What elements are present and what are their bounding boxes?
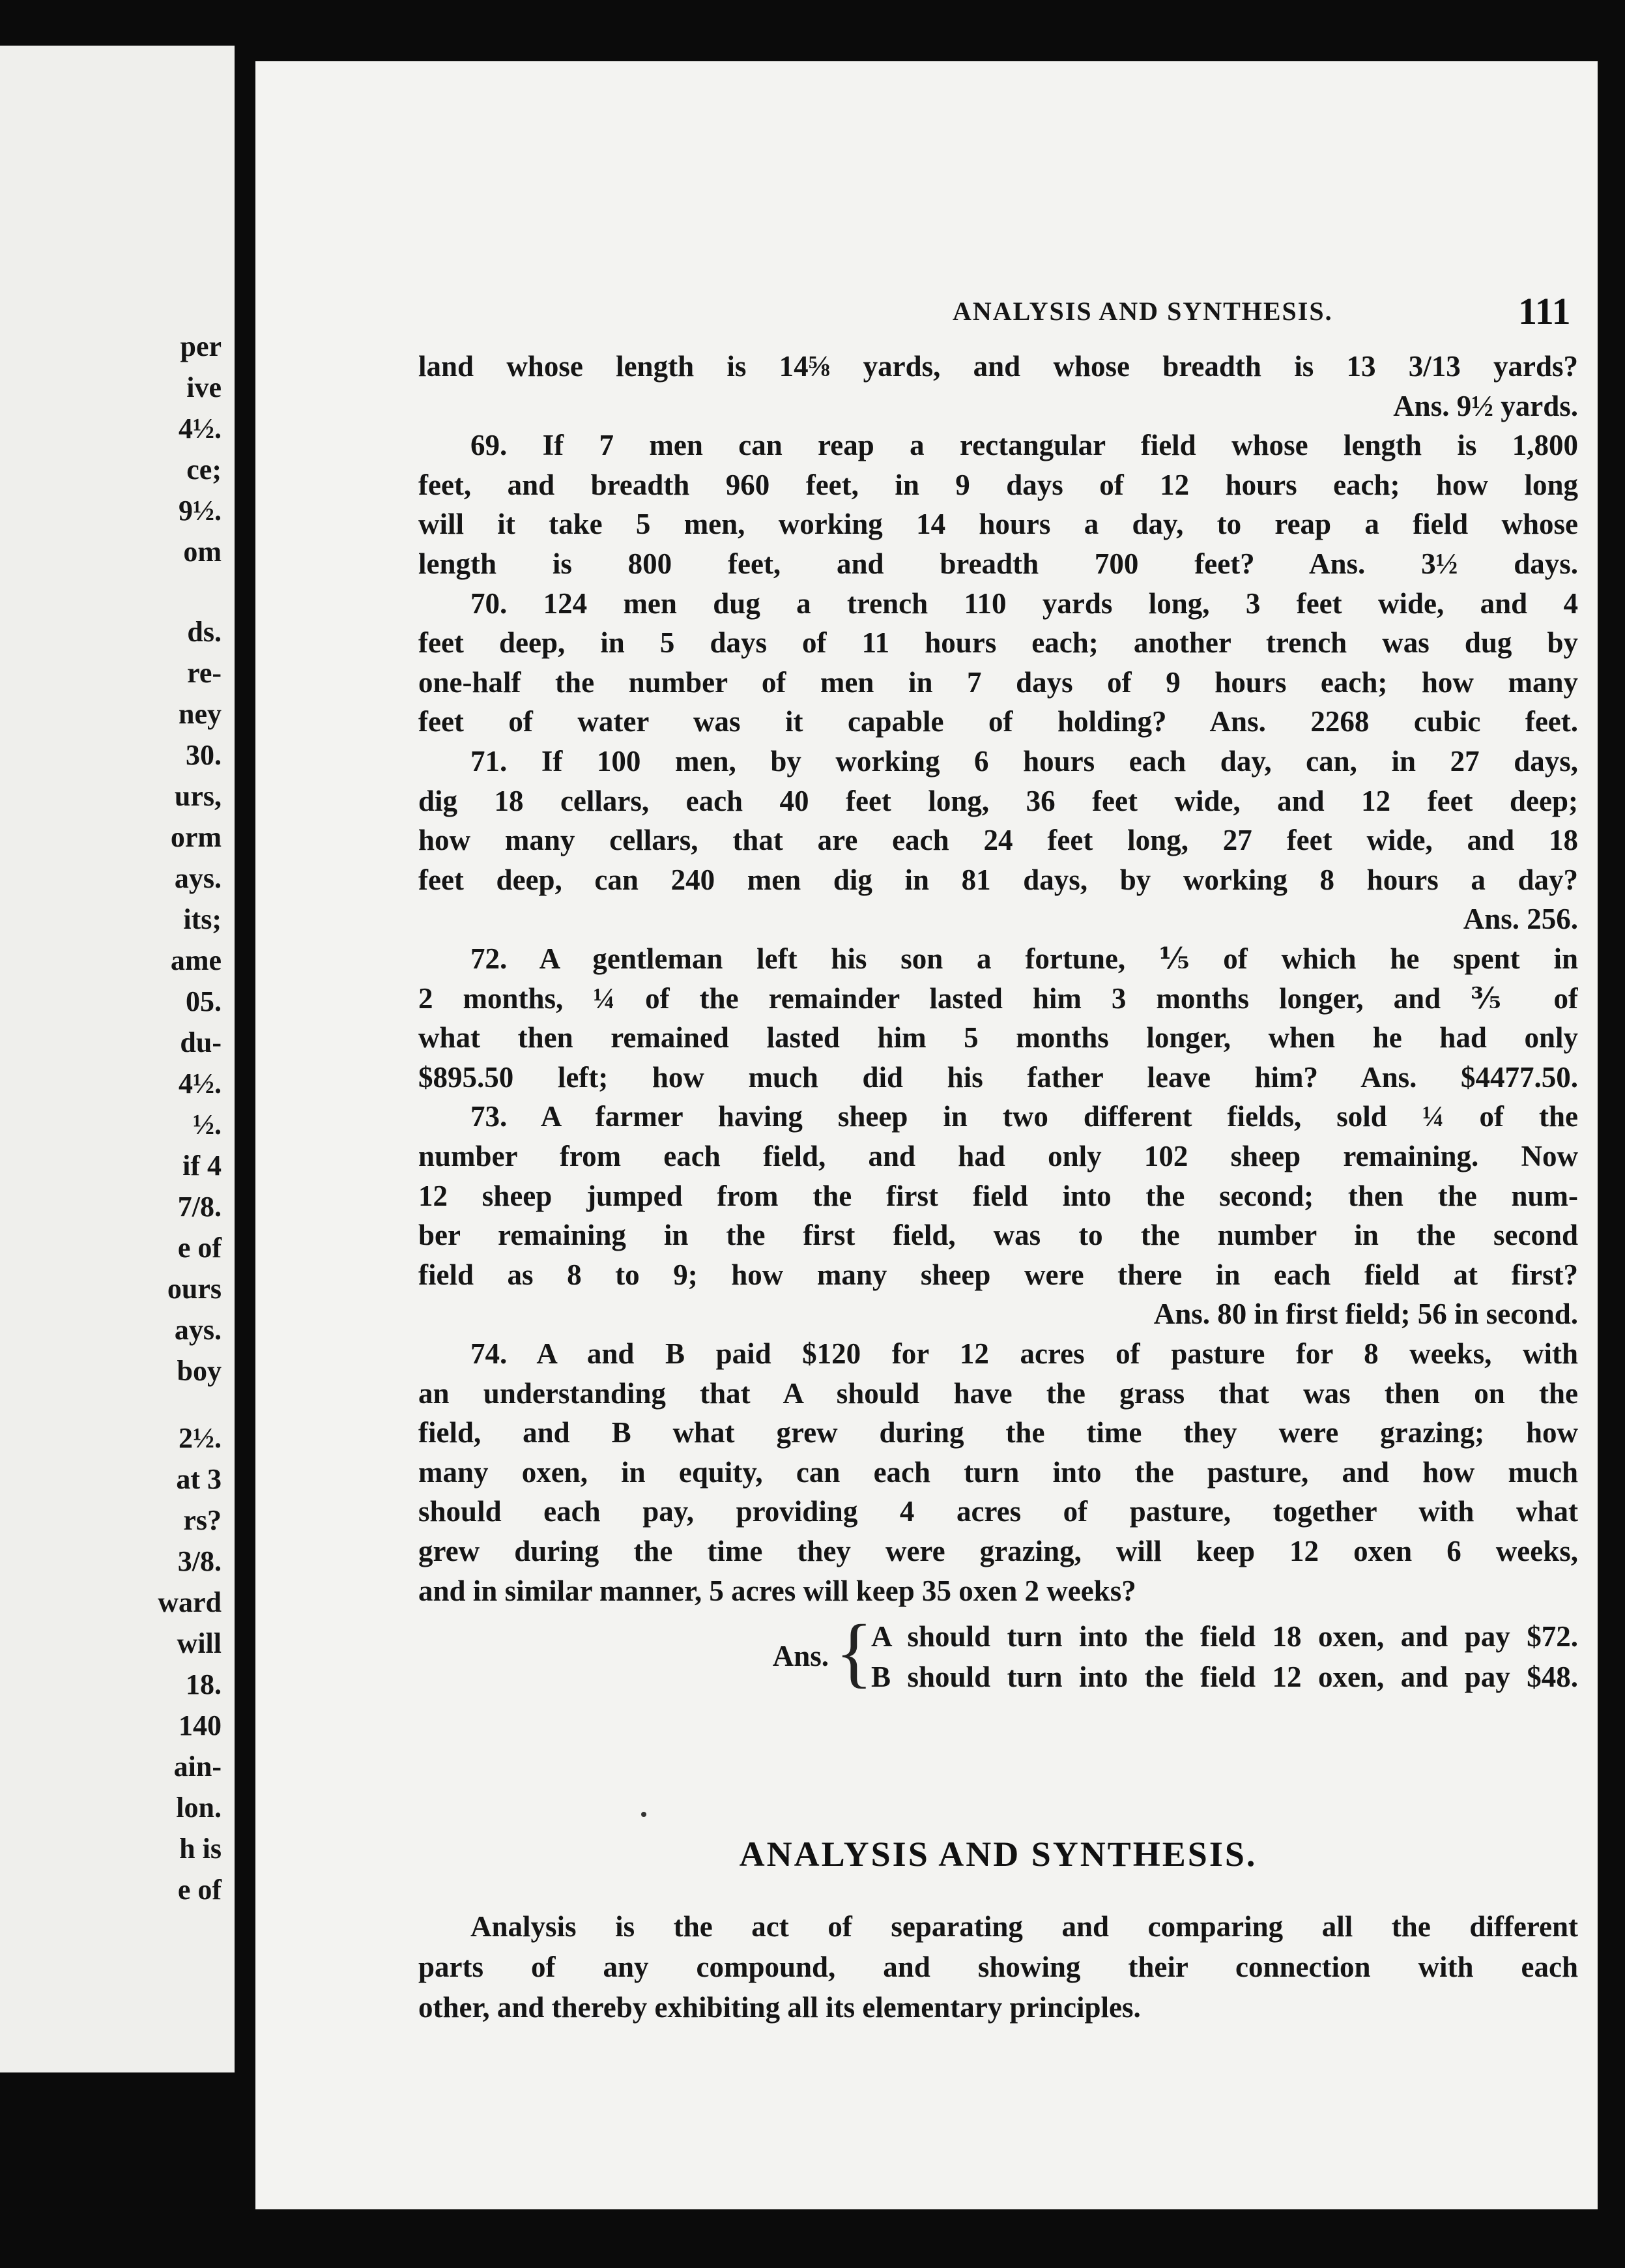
left-page-line: 4½. <box>179 413 222 444</box>
left-page-line: ame <box>170 944 222 976</box>
page-number: 111 <box>1518 290 1571 332</box>
answer-line-a: A should turn into the field 18 oxen, and pay $72. <box>871 1620 1578 1653</box>
left-page-line: at 3 <box>176 1463 222 1495</box>
book-page <box>255 61 1598 2209</box>
text-line: grew during the time they were grazing, will keep 12 oxen 6 weeks, <box>418 1535 1578 1567</box>
left-page-line: du- <box>180 1026 222 1058</box>
text-line: parts of any compound, and showing their connection with each <box>418 1951 1578 1983</box>
text-line: feet deep, in 5 days of 11 hours each; another trench was dug by <box>418 626 1578 659</box>
answer-line-b: B should turn into the field 12 oxen, and pay $48. <box>871 1661 1578 1693</box>
left-page-line: will <box>177 1627 222 1659</box>
text-line: field as 8 to 9; how many sheep were there in each field at first? <box>418 1258 1578 1291</box>
left-page-line: per <box>180 330 222 362</box>
running-header: ANALYSIS AND SYNTHESIS. <box>953 297 1333 326</box>
left-page-line: 9½. <box>179 495 222 527</box>
left-page-line: lon. <box>176 1792 222 1824</box>
text-line: what then remained lasted him 5 months longer, when he had only <box>418 1021 1578 1054</box>
left-page-line: its; <box>183 903 222 935</box>
text-line: will it take 5 men, working 14 hours a day, to reap a field whose <box>418 508 1578 540</box>
text-line: $895.50 left; how much did his father leave him? Ans. $4477.50. <box>418 1061 1578 1094</box>
left-page-line: boy <box>177 1355 222 1387</box>
text-line: field, and B what grew during the time they were grazing; how <box>418 1416 1578 1449</box>
left-page-fragment <box>0 46 235 2072</box>
curly-brace-icon: { <box>835 1608 873 1695</box>
text-line: 12 sheep jumped from the first field into the second; then the num- <box>418 1180 1578 1212</box>
left-page-line: om <box>183 536 222 568</box>
text-line: 73. A farmer having sheep in two different fields, sold ¼ of the <box>470 1100 1578 1133</box>
text-line: 71. If 100 men, by working 6 hours each day, can, in 27 days, <box>470 745 1578 778</box>
left-page-line: ward <box>158 1586 222 1618</box>
left-page-line: e of <box>177 1874 222 1906</box>
text-line: 74. A and B paid $120 for 12 acres of pasture for 8 weeks, with <box>470 1337 1578 1370</box>
text-line: 2 months, ¼ of the remainder lasted him 3 months longer, and ⅗ of <box>418 982 1578 1015</box>
text-line: Analysis is the act of separating and comparing all the different <box>470 1910 1578 1943</box>
text-line: Ans. 9½ yards. <box>1393 390 1578 422</box>
left-page-line: 30. <box>186 739 222 771</box>
left-page-line: if 4 <box>182 1150 222 1182</box>
text-line: one-half the number of men in 7 days of 9 hours each; how many <box>418 666 1578 699</box>
text-line: length is 800 feet, and breadth 700 feet? Ans. 3½ days. <box>418 547 1578 580</box>
left-page-line: ive <box>186 371 222 403</box>
left-page-line: ds. <box>187 616 222 648</box>
text-line: 72. A gentleman left his son a fortune, ⅕ of which he spent in <box>470 942 1578 975</box>
left-page-line: ain- <box>173 1751 222 1782</box>
left-page-line: urs, <box>174 780 222 812</box>
left-page-line: h is <box>179 1833 222 1865</box>
left-page-line: 3/8. <box>177 1545 222 1577</box>
text-line: feet of water was it capable of holding? Ans. 2268 cubic feet. <box>418 705 1578 738</box>
answer-label: Ans. <box>772 1640 829 1672</box>
text-line: should each pay, providing 4 acres of pasture, together with what <box>418 1495 1578 1528</box>
left-page-line: ½. <box>193 1109 222 1141</box>
left-page-line: 140 <box>179 1709 222 1741</box>
left-page-line: 7/8. <box>177 1191 222 1223</box>
left-page-line: ays. <box>174 1314 222 1346</box>
section-title: ANALYSIS AND SYNTHESIS. <box>739 1835 1258 1874</box>
text-line: an understanding that A should have the grass that was then on the <box>418 1377 1578 1410</box>
text-line: 70. 124 men dug a trench 110 yards long, 3 feet wide, and 4 <box>470 587 1578 620</box>
text-line: Ans. 256. <box>1463 903 1578 935</box>
left-page-line: ney <box>179 698 222 730</box>
left-page-line: ays. <box>174 862 222 894</box>
left-page-line: 05. <box>186 985 222 1017</box>
answer-74 <box>516 1608 1578 1702</box>
left-page-line: ours <box>167 1273 222 1305</box>
text-line: many oxen, in equity, can each turn into the pasture, and how much <box>418 1456 1578 1489</box>
left-page-line: orm <box>170 821 222 853</box>
text-line: land whose length is 14⅝ yards, and whose breadth is 13 3/13 yards? <box>418 350 1578 383</box>
text-line: 69. If 7 men can reap a rectangular field whose length is 1,800 <box>470 429 1578 461</box>
left-page-line: e of <box>177 1232 222 1264</box>
left-page-line: 18. <box>186 1668 222 1700</box>
text-line: and in similar manner, 5 acres will keep 35 oxen 2 weeks? <box>418 1575 1136 1607</box>
text-line: Ans. 80 in first field; 56 in second. <box>1153 1298 1578 1330</box>
text-line: feet deep, can 240 men dig in 81 days, by working 8 hours a day? <box>418 864 1578 896</box>
left-page-line: re- <box>187 657 222 689</box>
text-line: number from each field, and had only 102 sheep remaining. Now <box>418 1140 1578 1172</box>
left-page-line: ce; <box>186 454 222 486</box>
text-line: dig 18 cellars, each 40 feet long, 36 feet wide, and 12 feet deep; <box>418 785 1578 817</box>
text-line: feet, and breadth 960 feet, in 9 days of 12 hours each; how long <box>418 469 1578 501</box>
left-page-line: 4½. <box>179 1068 222 1099</box>
ink-speck <box>641 1812 646 1817</box>
text-line: other, and thereby exhibiting all its elementary principles. <box>418 1991 1141 2024</box>
text-line: how many cellars, that are each 24 feet long, 27 feet wide, and 18 <box>418 824 1578 856</box>
left-page-line: rs? <box>183 1504 222 1536</box>
left-page-line: 2½. <box>179 1422 222 1454</box>
text-line: ber remaining in the first field, was to the number in the second <box>418 1219 1578 1251</box>
